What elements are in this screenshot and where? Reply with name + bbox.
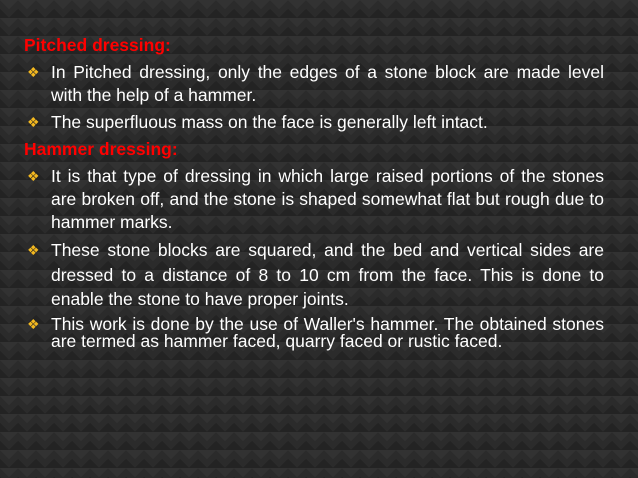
diamond-bullet-icon: ❖: [27, 315, 40, 332]
bullet-item: [24, 165, 604, 234]
bullet-text: This work is done by the use of Waller's hammer. The obtained stones are termed as hammer faced, quarry faced or rustic faced.: [51, 313, 604, 351]
heading-hammer-dressing: Hammer dressing:: [24, 139, 178, 159]
bullet-text: The superfluous mass on the face is generally left intact.: [51, 112, 488, 132]
bullet-item: [24, 61, 604, 107]
diamond-bullet-icon: ❖: [27, 114, 40, 130]
bullet-text: It is that type of dressing in which large raised portions of the stones are broken off, and the stone is shaped somewhat flat but rough due to hammer marks.: [51, 166, 604, 232]
diamond-bullet-icon: ❖: [27, 168, 40, 184]
heading-pitched-dressing: Pitched dressing:: [24, 35, 171, 55]
bullet-item: [24, 238, 604, 312]
slide-content: [24, 34, 604, 354]
bullet-text: These stone blocks are squared, and the bed and vertical sides are dressed to a distance of 8 to 10 cm from the face. This is done to enable the stone to have proper joints.: [51, 240, 604, 309]
bullet-item: [24, 111, 604, 134]
diamond-bullet-icon: ❖: [27, 64, 40, 80]
diamond-bullet-icon: ❖: [27, 242, 40, 258]
bullet-item: [24, 313, 604, 351]
bullet-text: In Pitched dressing, only the edges of a stone block are made level with the help of a hammer.: [51, 62, 604, 105]
